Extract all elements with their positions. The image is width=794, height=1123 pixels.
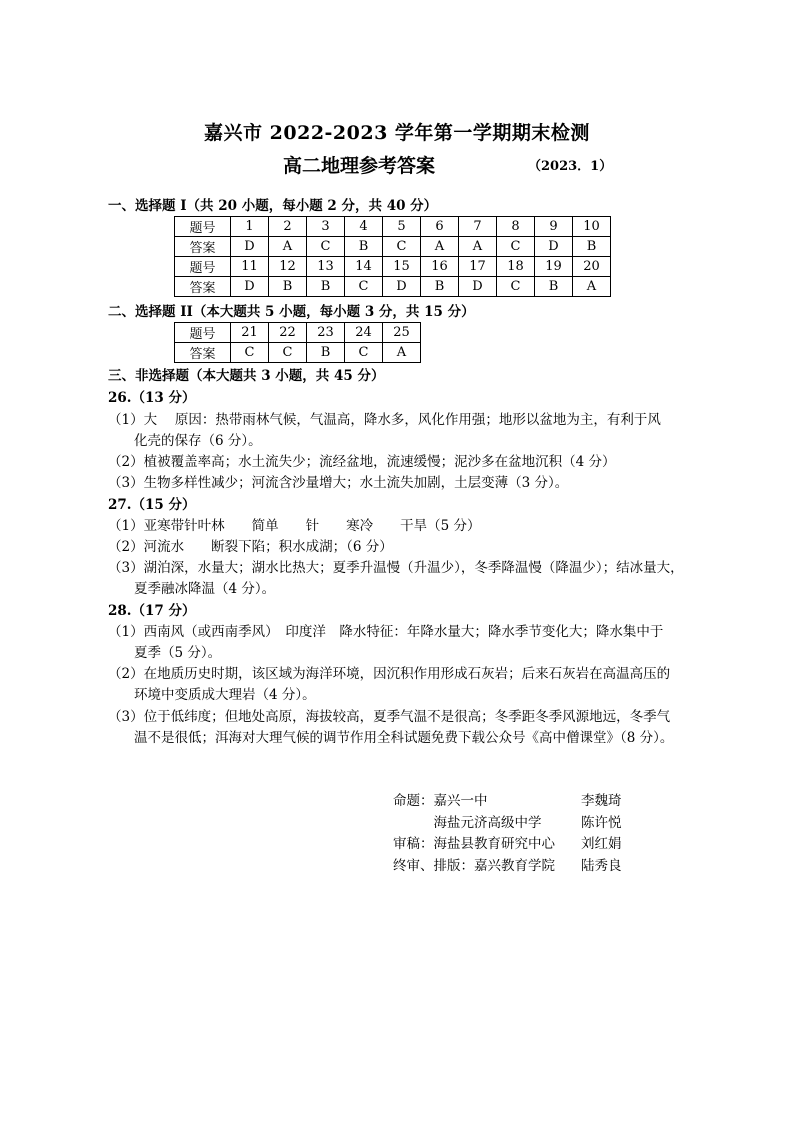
question-number: 5 (383, 217, 421, 237)
question-number: 20 (573, 257, 611, 277)
answer-27-1: （1）亚寒带针叶林 简单 针 寒冷 干旱（5 分） (108, 518, 481, 534)
credit-row (393, 813, 622, 835)
credit-role: 命题：嘉兴一中 (393, 793, 488, 809)
answer-28-3-cont: 温不是很低；洱海对大理气候的调节作用全科试题免费下载公众号《高中僧课堂》（8 分）。 (134, 730, 674, 746)
table-row (175, 277, 611, 297)
answer-cell: B (307, 277, 345, 297)
question-number: 7 (459, 217, 497, 237)
answer-cell: C (383, 237, 421, 257)
answer-28-1: （1）西南风（或西南季风） 印度洋 降水特征：年降水量大；降水季节变化大；降水集中于 (108, 624, 664, 640)
question-28-heading: 28.（17 分） (108, 603, 196, 619)
question-number: 3 (307, 217, 345, 237)
credit-name: 刘红娟 (581, 836, 622, 852)
answer-table-2 (174, 322, 421, 363)
answer-cell: D (231, 237, 269, 257)
row-label: 题号 (175, 257, 231, 277)
answer-cell: D (459, 277, 497, 297)
answer-cell: A (459, 237, 497, 257)
credit-name: 陈许悦 (581, 814, 622, 831)
answer-cell: A (269, 237, 307, 257)
answer-cell: C (497, 237, 535, 257)
question-number: 19 (535, 257, 573, 277)
question-27-heading: 27.（15 分） (108, 497, 196, 513)
credit-role: 海盐元济高级中学 (393, 814, 542, 831)
credit-name: 陆秀良 (581, 857, 622, 874)
question-number: 11 (231, 257, 269, 277)
question-number: 18 (497, 257, 535, 277)
answer-cell: B (535, 277, 573, 297)
answer-28-1-cont: 夏季（5 分）。 (134, 645, 222, 661)
answer-cell: C (345, 343, 383, 363)
row-label: 题号 (175, 323, 231, 343)
credit-row (393, 791, 622, 813)
answer-cell: B (421, 277, 459, 297)
answer-cell: A (421, 237, 459, 257)
row-label: 答案 (175, 277, 231, 297)
table-row (175, 343, 421, 363)
answer-cell: B (269, 277, 307, 297)
credit-name: 李魏琦 (581, 793, 622, 809)
page-subtitle (283, 151, 613, 178)
question-number: 15 (383, 257, 421, 277)
question-number: 17 (459, 257, 497, 277)
question-number: 8 (497, 217, 535, 237)
answer-cell: D (535, 237, 573, 257)
credit-role: 终审、排版：嘉兴教育学院 (393, 857, 555, 874)
section3-heading: 三、非选择题（本大题共 3 小题，共 45 分） (108, 368, 385, 384)
answer-26-1-cont: 化壳的保存（6 分）。 (134, 433, 262, 449)
question-number: 23 (307, 323, 345, 343)
answer-table-1 (174, 216, 611, 297)
table-row (175, 217, 611, 237)
table-row (175, 257, 611, 277)
answer-27-3: （3）湖泊深，水量大；湖水比热大；夏季升温慢（升温少），冬季降温慢（降温少）；结冰量大， (108, 560, 684, 576)
subtitle-text: 高二地理参考答案 (283, 155, 436, 177)
row-label: 答案 (175, 237, 231, 257)
answer-26-1: （1）大 原因：热带雨林气候，气温高，降水多，风化作用强；地形以盆地为主，有利于风 (108, 412, 661, 428)
section1-heading: 一、选择题 I（共 20 小题，每小题 2 分，共 40 分） (108, 198, 438, 214)
page-title: 嘉兴市 2022-2023 学年第一学期期末检测 (204, 122, 590, 144)
credits-block (393, 791, 622, 877)
answer-28-2: （2）在地质历史时期，该区域为海洋环境，因沉积作用形成石灰岩；后来石灰岩在高温高压的 (108, 666, 671, 682)
question-26-heading: 26.（13 分） (108, 390, 196, 406)
question-number: 4 (345, 217, 383, 237)
answer-28-3: （3）位于低纬度；但地处高原，海拔较高，夏季气温不是很高；冬季距冬季风源地远，冬季气 (108, 709, 671, 725)
question-number: 21 (231, 323, 269, 343)
answer-cell: D (231, 277, 269, 297)
answer-26-3: （3）生物多样性减少；河流含沙量增大；水土流失加剧，土层变薄（3 分）。 (108, 475, 569, 491)
table-row (175, 237, 611, 257)
answer-cell: D (383, 277, 421, 297)
table-row (175, 323, 421, 343)
answer-27-2: （2）河流水 断裂下陷；积水成湖；（6 分） (108, 539, 393, 555)
exam-date: （2023．1） (528, 159, 613, 174)
answer-cell: C (231, 343, 269, 363)
row-label: 答案 (175, 343, 231, 363)
credit-row (393, 856, 622, 878)
credit-role: 审稿：海盐县教育研究中心 (393, 836, 555, 852)
row-label: 题号 (175, 217, 231, 237)
answer-26-2: （2）植被覆盖率高；水土流失少；流经盆地，流速缓慢；泥沙多在盆地沉积（4 分） (108, 454, 616, 470)
answer-28-2-cont: 环境中变质成大理岩（4 分）。 (134, 687, 316, 703)
question-number: 1 (231, 217, 269, 237)
question-number: 2 (269, 217, 307, 237)
question-number: 10 (573, 217, 611, 237)
answer-cell: B (307, 343, 345, 363)
question-number: 12 (269, 257, 307, 277)
question-number: 16 (421, 257, 459, 277)
answer-cell: A (383, 343, 421, 363)
answer-cell: C (497, 277, 535, 297)
answer-cell: B (573, 237, 611, 257)
section2-heading: 二、选择题 II（本大题共 5 小题，每小题 3 分，共 15 分） (108, 304, 475, 320)
question-number: 9 (535, 217, 573, 237)
question-number: 22 (269, 323, 307, 343)
question-number: 25 (383, 323, 421, 343)
question-number: 24 (345, 323, 383, 343)
credit-row (393, 834, 622, 856)
answer-cell: A (573, 277, 611, 297)
question-number: 14 (345, 257, 383, 277)
answer-cell: C (269, 343, 307, 363)
answer-cell: B (345, 237, 383, 257)
answer-27-3-cont: 夏季融冰降温（4 分）。 (134, 581, 276, 597)
answer-cell: C (345, 277, 383, 297)
question-number: 6 (421, 217, 459, 237)
answer-cell: C (307, 237, 345, 257)
question-number: 13 (307, 257, 345, 277)
